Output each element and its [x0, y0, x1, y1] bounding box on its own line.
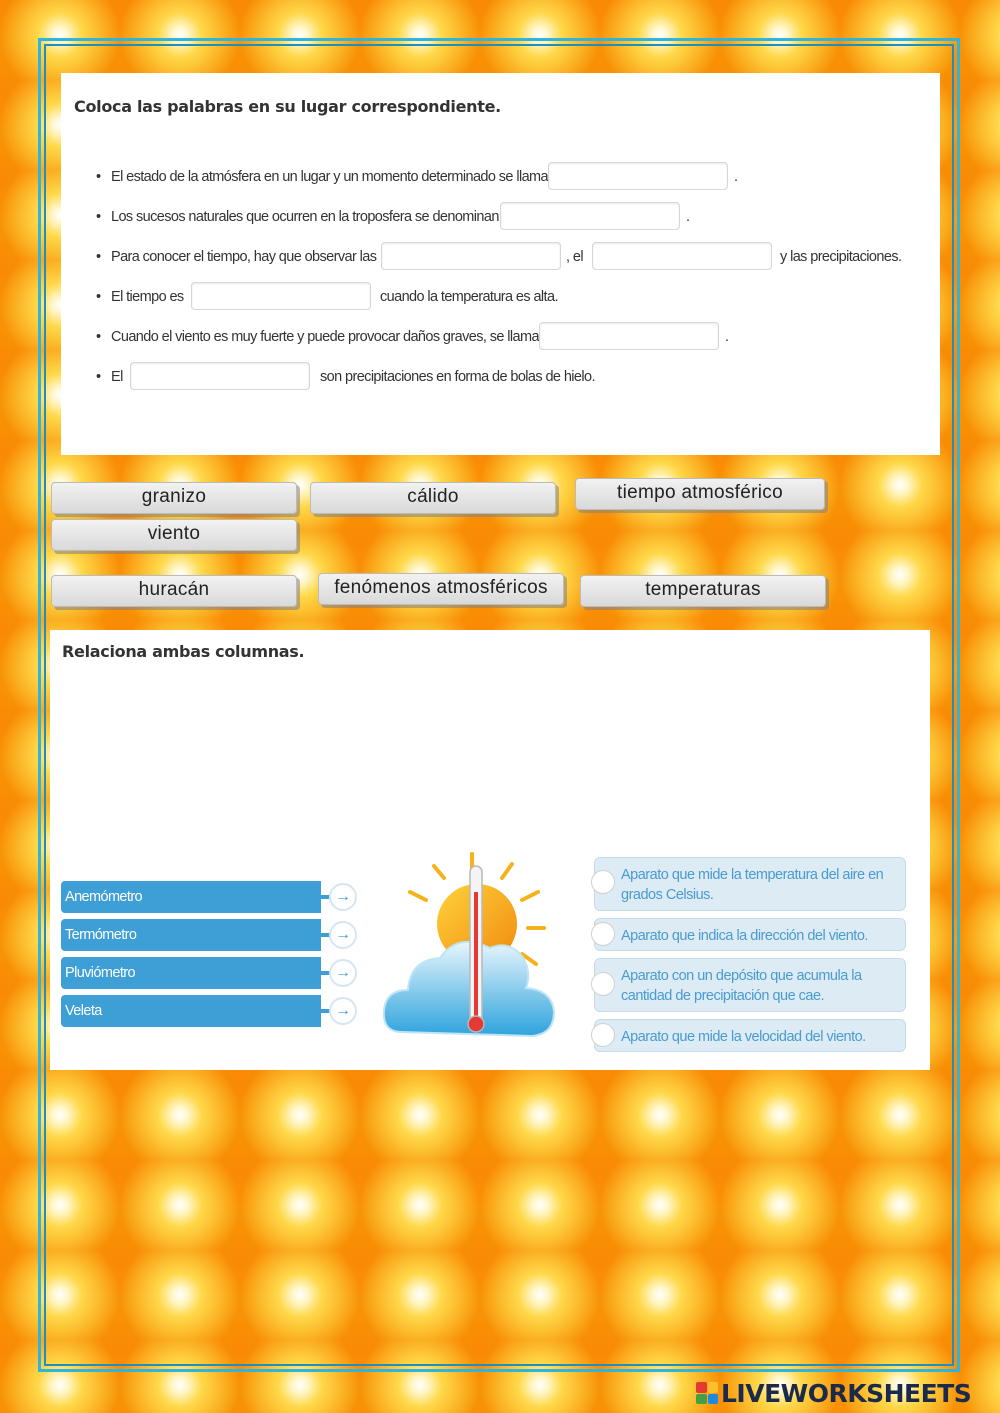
match-left-veleta[interactable]: Veleta — [61, 995, 321, 1027]
match-target-dot[interactable] — [591, 972, 615, 996]
match-right-velocidad[interactable]: Aparato que mide la velocidad del viento. — [594, 1019, 906, 1052]
word-chip-granizo[interactable]: granizo — [51, 482, 297, 514]
blank-input-2[interactable] — [500, 202, 680, 230]
sentence-4-text: El tiempo es — [111, 289, 184, 305]
bullet: • — [96, 369, 101, 385]
sentence-6-text: El — [111, 369, 123, 385]
exercise2-title: Relaciona ambas columnas. — [62, 642, 305, 661]
arrow-right-icon[interactable]: → — [329, 997, 357, 1025]
sentence-3-middle: , el — [566, 249, 583, 265]
match-left-pluviometro[interactable]: Pluviómetro — [61, 957, 321, 989]
sentence-2-text: Los sucesos naturales que ocurren en la troposfera se denominan — [111, 209, 499, 225]
match-target-dot[interactable] — [591, 1023, 615, 1047]
sentence-3-end: y las precipitaciones. — [780, 249, 902, 265]
word-chip-viento[interactable]: viento — [51, 519, 297, 551]
match-right-precipitacion[interactable]: Aparato con un depósito que acumula la cantidad de precipitación que cae. — [594, 958, 906, 1012]
blank-input-6[interactable] — [539, 322, 719, 350]
arrow-right-icon[interactable]: → — [329, 883, 357, 911]
sentence-1-end: . — [734, 169, 738, 185]
logo-text: LIVEWORKSHEETS — [721, 1378, 972, 1408]
match-left-termometro[interactable]: Termómetro — [61, 919, 321, 951]
match-target-dot[interactable] — [591, 922, 615, 946]
weather-thermometer-sun-cloud-icon — [382, 852, 562, 1047]
blank-input-1[interactable] — [548, 162, 728, 190]
word-chip-temperaturas[interactable]: temperaturas — [580, 575, 826, 607]
bullet: • — [96, 209, 101, 225]
blank-input-3[interactable] — [381, 242, 561, 270]
sentence-1-text: El estado de la atmósfera en un lugar y un momento determinado se llama — [111, 169, 548, 185]
arrow-right-icon[interactable]: → — [329, 959, 357, 987]
exercise1-title: Coloca las palabras en su lugar correspondiente. — [74, 97, 501, 116]
logo-mark-icon — [696, 1382, 718, 1404]
sentence-5-end: . — [725, 329, 729, 345]
bullet: • — [96, 329, 101, 345]
sentence-5-text: Cuando el viento es muy fuerte y puede provocar daños graves, se llama — [111, 329, 539, 345]
bullet: • — [96, 249, 101, 265]
arrow-right-icon[interactable]: → — [329, 921, 357, 949]
match-left-anemometro[interactable]: Anemómetro — [61, 881, 321, 913]
sentence-4-end: cuando la temperatura es alta. — [380, 289, 558, 305]
word-chip-tiempo-atmosferico[interactable]: tiempo atmosférico — [575, 478, 825, 510]
match-right-temperatura[interactable]: Aparato que mide la temperatura del aire en grados Celsius. — [594, 857, 906, 911]
bullet: • — [96, 169, 101, 185]
liveworksheets-logo — [696, 1378, 971, 1408]
word-chip-fenomenos-atmosfericos[interactable]: fenómenos atmosféricos — [318, 573, 564, 605]
sentence-2-end: . — [686, 209, 690, 225]
sentence-3-text: Para conocer el tiempo, hay que observar las — [111, 249, 377, 265]
blank-input-7[interactable] — [130, 362, 310, 390]
word-chip-calido[interactable]: cálido — [310, 482, 556, 514]
match-target-dot[interactable] — [591, 870, 615, 894]
blank-input-5[interactable] — [191, 282, 371, 310]
matching-panel — [50, 630, 930, 1070]
word-chip-huracan[interactable]: huracán — [51, 575, 297, 607]
fill-in-panel — [61, 73, 940, 455]
match-right-direccion[interactable]: Aparato que indica la dirección del viento. — [594, 918, 906, 951]
blank-input-4[interactable] — [592, 242, 772, 270]
sentence-6-end: son precipitaciones en forma de bolas de hielo. — [320, 369, 595, 385]
bullet: • — [96, 289, 101, 305]
